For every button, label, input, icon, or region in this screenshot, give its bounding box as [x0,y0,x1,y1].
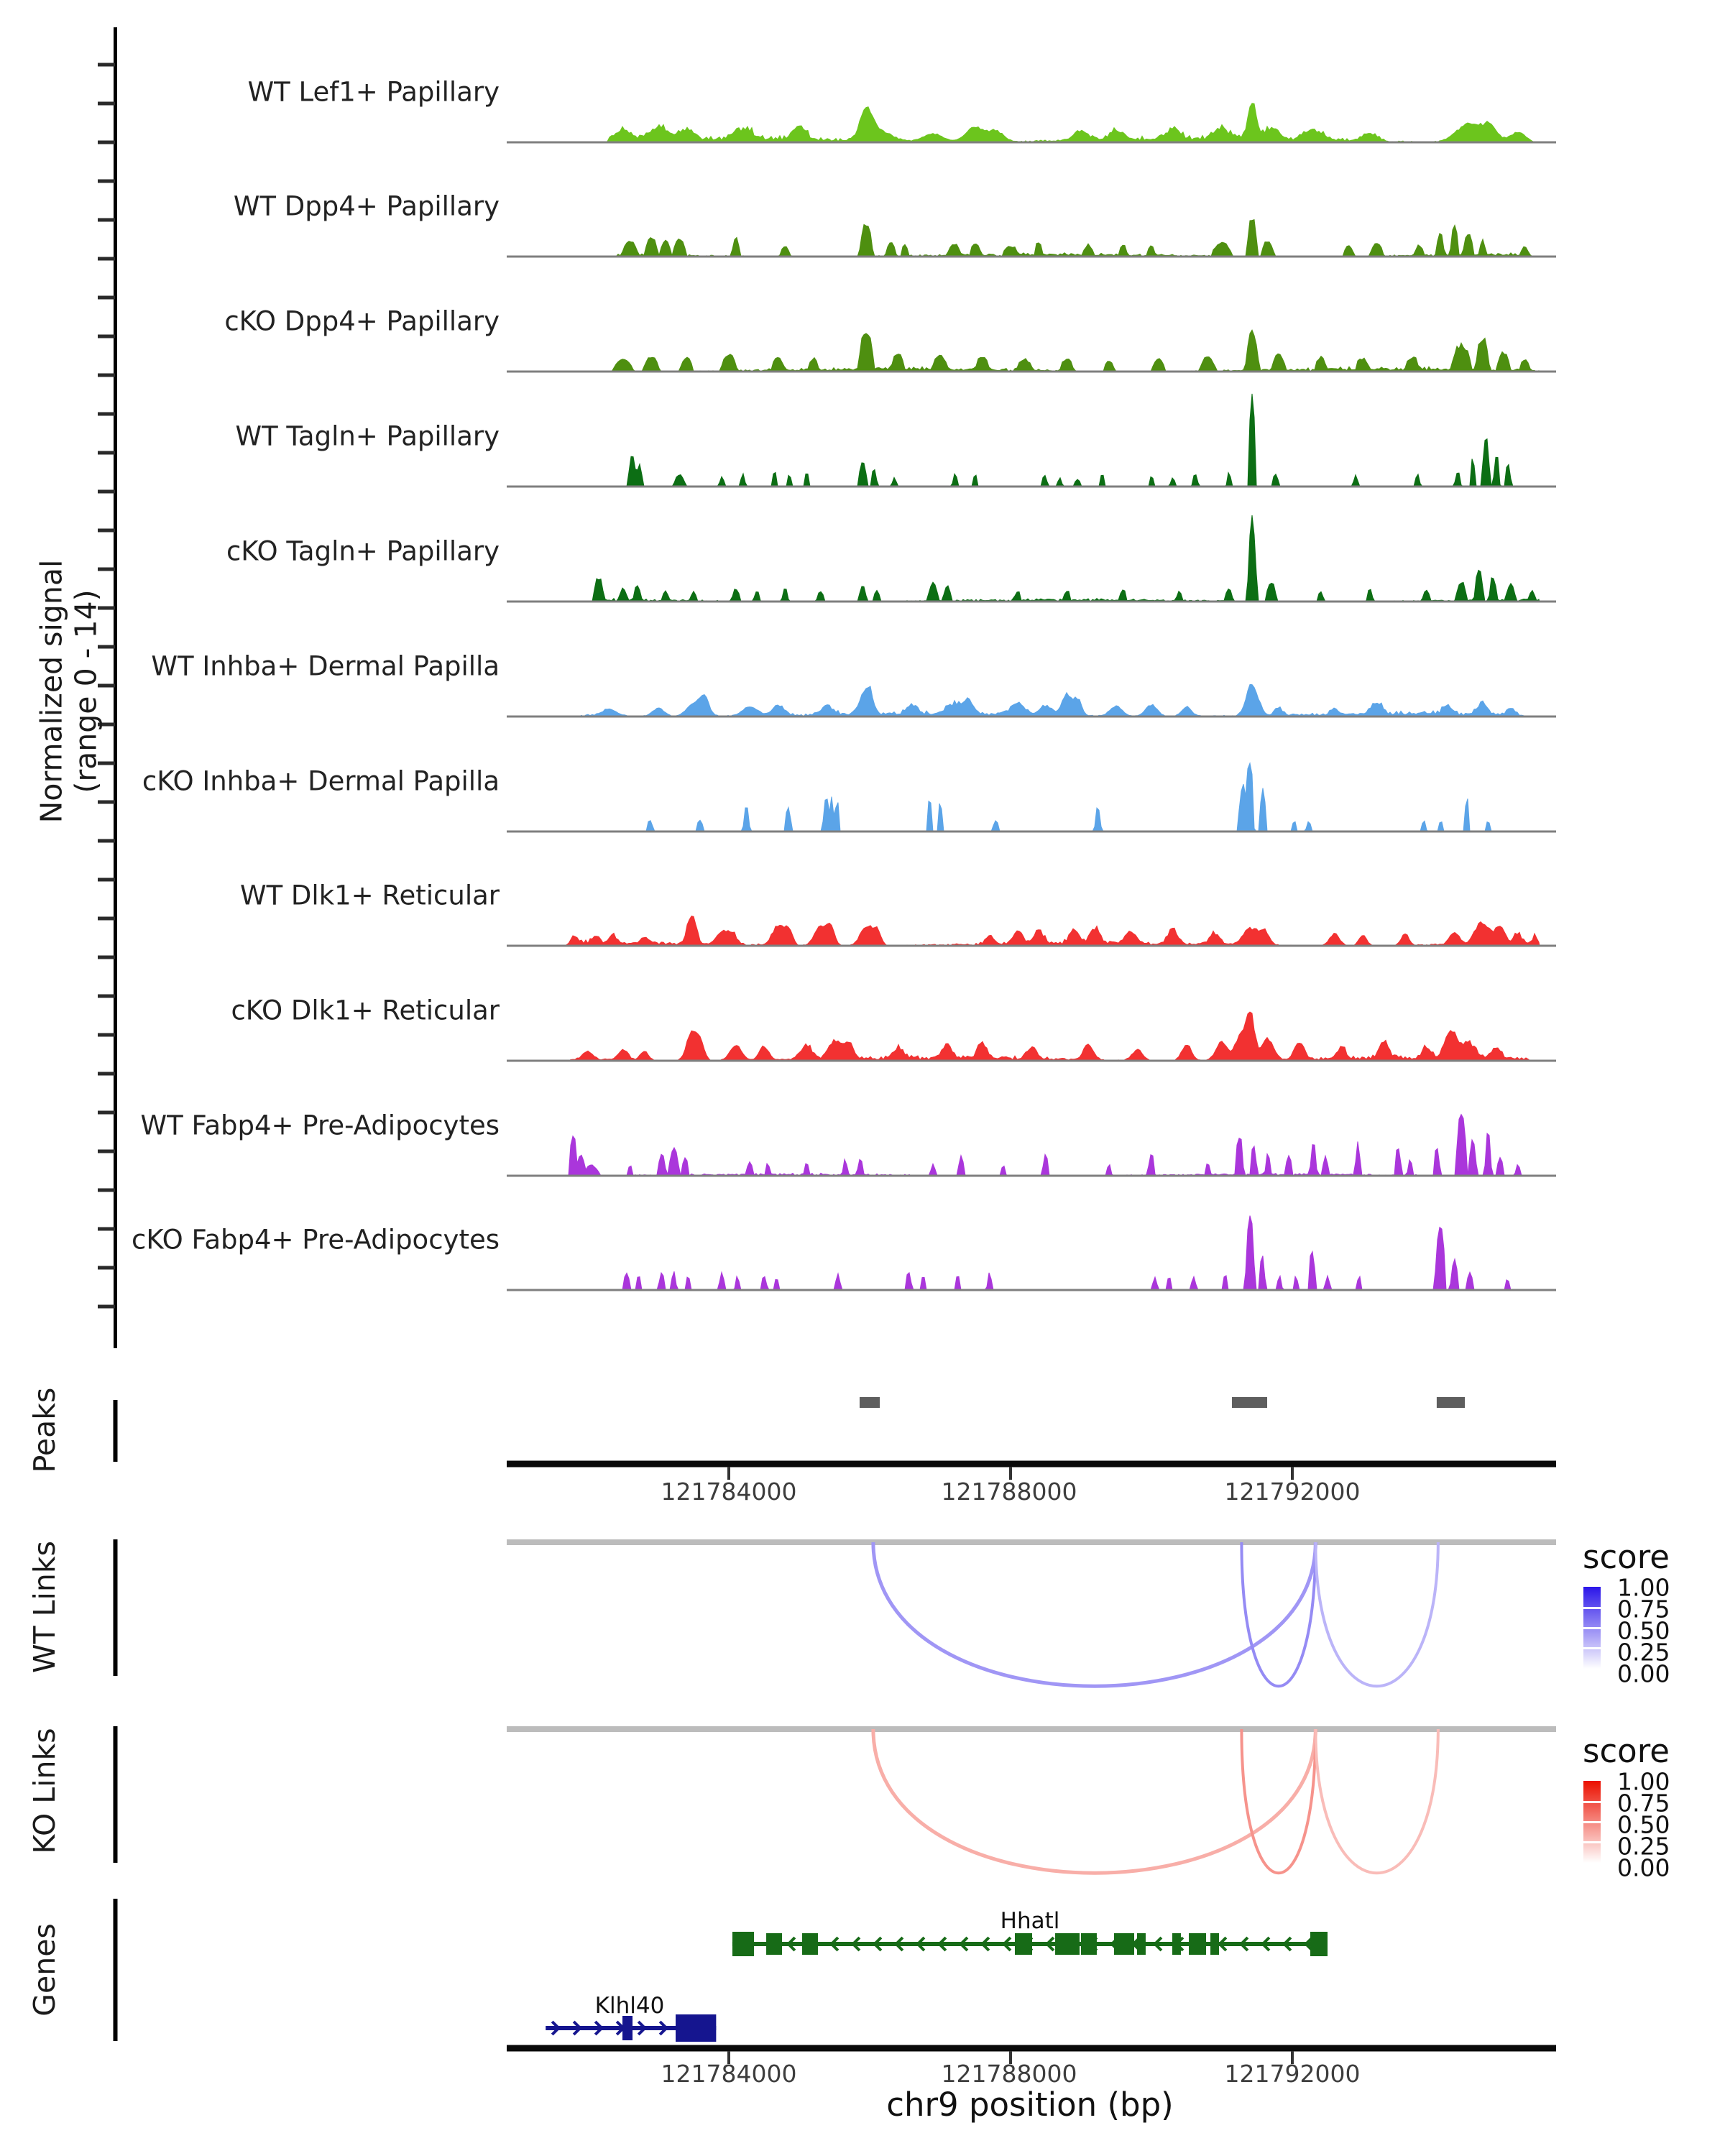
ko-legend-notch-050 [1583,1821,1601,1823]
ko-legend-label-000: 0.00 [1617,1853,1670,1882]
wt-legend-title: score [1583,1538,1670,1576]
ko-legend-title: score [1583,1732,1670,1770]
wt-legend-notch-075 [1583,1607,1601,1609]
axis-bottom-tick-121784000: 121784000 [661,2060,797,2088]
axis-top-tick-121788000: 121788000 [941,1478,1077,1506]
wt-legend-label-025: 0.25 [1617,1638,1670,1667]
x-axis-title: chr9 position (bp) [886,2086,1174,2124]
gene-label-klhl40: Klhl40 [594,1993,665,2019]
axis-top-tick-121784000: 121784000 [661,1478,797,1506]
track-label-cko-dpp4: cKO Dpp4+ Papillary [224,305,500,337]
track-label-wt-fabp4: WT Fabp4+ Pre-Adipocytes [140,1110,500,1141]
track-label-cko-tagln: cKO Tagln+ Papillary [226,535,500,567]
wt-legend-gradient-bar [1583,1587,1601,1669]
wt-legend-label-000: 0.00 [1617,1659,1670,1688]
wt-legend-notch-025 [1583,1647,1601,1649]
ko-legend-label-075: 0.75 [1617,1789,1670,1818]
track-label-cko-inhba: cKO Inhba+ Dermal Papilla [142,765,500,797]
axis-bottom-tick-121792000: 121792000 [1224,2060,1361,2088]
peaks-panel [116,1397,1466,1462]
track-label-cko-dlk1: cKO Dlk1+ Reticular [231,995,500,1026]
track-label-wt-tagln: WT Tagln+ Papillary [235,420,500,452]
track-label-cko-fabp4: cKO Fabp4+ Pre-Adipocytes [131,1224,500,1256]
y-axis-title [34,560,104,824]
ko-links-panel [116,1726,1557,1873]
track-label-wt-dlk1: WT Dlk1+ Reticular [239,880,500,911]
genes-panel [116,1899,1328,2042]
ko-legend-label-050: 0.50 [1617,1810,1670,1839]
genes-panel-label: Genes [27,1923,62,2017]
coverage-tracks-panel [507,103,1556,1290]
wt-links-panel-label: WT Links [27,1541,62,1673]
ko-legend-gradient-bar [1583,1781,1601,1863]
peaks-panel-label: Peaks [27,1387,62,1473]
ko-legend-notch-025 [1583,1841,1601,1843]
wt-legend-label-100: 1.00 [1617,1573,1670,1602]
track-label-wt-lef1: WT Lef1+ Papillary [247,76,500,108]
ko-legend-label-025: 0.25 [1617,1832,1670,1861]
gene-label-hhatl: Hhatl [1000,1908,1060,1934]
ko-legend-label-100: 1.00 [1617,1767,1670,1796]
wt-legend-label-075: 0.75 [1617,1595,1670,1623]
track-label-wt-dpp4: WT Dpp4+ Papillary [233,190,500,222]
wt-legend-label-050: 0.50 [1617,1616,1670,1645]
wt-links-panel [116,1539,1557,1686]
y-axis-title-line2: (range 0 - 14) [69,589,104,793]
ko-legend-notch-075 [1583,1801,1601,1803]
axis-top-tick-121792000: 121792000 [1224,1478,1361,1506]
y-axis-title-line1: Normalized signal [34,559,69,824]
wt-legend-notch-050 [1583,1627,1601,1629]
ko-links-panel-label: KO Links [27,1728,62,1854]
track-label-wt-inhba: WT Inhba+ Dermal Papilla [151,650,500,682]
axis-bottom-tick-121788000: 121788000 [941,2060,1077,2088]
